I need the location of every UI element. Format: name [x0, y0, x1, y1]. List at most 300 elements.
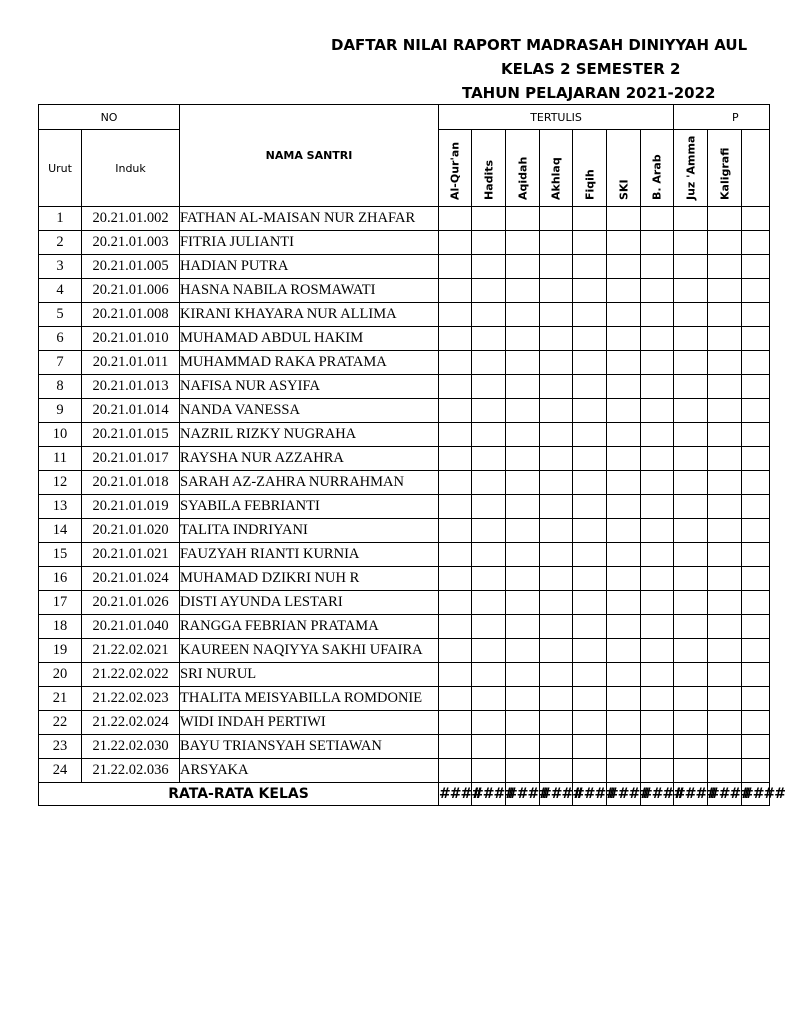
grade-cell[interactable]: [540, 591, 573, 615]
grade-cell[interactable]: [573, 735, 607, 759]
row-induk: 20.21.01.011: [82, 351, 180, 375]
row-urut: 8: [39, 375, 82, 399]
grade-cell[interactable]: [742, 447, 770, 471]
grade-cell[interactable]: [674, 639, 708, 663]
grade-cell[interactable]: [573, 447, 607, 471]
row-induk: 20.21.01.018: [82, 471, 180, 495]
grade-cell[interactable]: [472, 639, 506, 663]
grade-cell[interactable]: [708, 327, 742, 351]
grade-cell[interactable]: [506, 687, 540, 711]
grade-cell[interactable]: [540, 663, 573, 687]
grade-cell[interactable]: [540, 543, 573, 567]
grade-cell[interactable]: [439, 255, 472, 279]
grade-cell[interactable]: [607, 543, 641, 567]
grade-cell[interactable]: [708, 663, 742, 687]
grade-cell[interactable]: [607, 711, 641, 735]
grade-cell[interactable]: [573, 663, 607, 687]
row-nama: FITRIA JULIANTI: [180, 231, 439, 255]
grade-cell[interactable]: [641, 495, 674, 519]
grade-cell[interactable]: [742, 711, 770, 735]
row-induk: 20.21.01.006: [82, 279, 180, 303]
grade-cell[interactable]: [674, 711, 708, 735]
grade-cell[interactable]: [708, 447, 742, 471]
grade-cell[interactable]: [607, 303, 641, 327]
grade-cell[interactable]: [472, 735, 506, 759]
grade-cell[interactable]: [439, 279, 472, 303]
grade-cell[interactable]: [607, 375, 641, 399]
grade-cell[interactable]: [607, 399, 641, 423]
grade-cell[interactable]: [472, 471, 506, 495]
grade-cell[interactable]: [708, 279, 742, 303]
grade-cell[interactable]: [573, 327, 607, 351]
grade-cell[interactable]: [506, 471, 540, 495]
grade-cell[interactable]: [573, 375, 607, 399]
grade-cell[interactable]: [439, 663, 472, 687]
grade-cell[interactable]: [607, 327, 641, 351]
row-nama: ARSYAKA: [180, 759, 439, 783]
grade-cell[interactable]: [506, 279, 540, 303]
grade-cell[interactable]: [439, 735, 472, 759]
grade-cell[interactable]: [540, 303, 573, 327]
report-title: DAFTAR NILAI RAPORT MADRASAH DINIYYAH AUL: [331, 36, 748, 54]
grade-cell[interactable]: [472, 255, 506, 279]
grade-cell[interactable]: [472, 543, 506, 567]
grade-cell[interactable]: [742, 639, 770, 663]
grade-cell[interactable]: [540, 471, 573, 495]
grade-cell[interactable]: [742, 207, 770, 231]
grade-cell[interactable]: [641, 639, 674, 663]
grade-cell[interactable]: [439, 759, 472, 783]
grade-cell[interactable]: [742, 303, 770, 327]
grade-cell[interactable]: [674, 495, 708, 519]
grade-cell[interactable]: [708, 591, 742, 615]
grade-cell[interactable]: [540, 639, 573, 663]
grade-cell[interactable]: [506, 639, 540, 663]
grade-cell[interactable]: [641, 303, 674, 327]
grade-cell[interactable]: [472, 207, 506, 231]
row-induk: 20.21.01.020: [82, 519, 180, 543]
row-nama: BAYU TRIANSYAH SETIAWAN: [180, 735, 439, 759]
grade-cell[interactable]: [472, 591, 506, 615]
grade-cell[interactable]: [573, 591, 607, 615]
grade-cell[interactable]: [439, 327, 472, 351]
table-row: [39, 447, 770, 471]
grade-cell[interactable]: [674, 399, 708, 423]
grade-cell[interactable]: [742, 495, 770, 519]
grade-cell[interactable]: [708, 207, 742, 231]
table-row: [39, 279, 770, 303]
subject-header: Aqidah: [506, 130, 540, 207]
grade-cell[interactable]: [472, 495, 506, 519]
grade-cell[interactable]: [540, 279, 573, 303]
grade-cell[interactable]: [472, 327, 506, 351]
grade-cell[interactable]: [607, 447, 641, 471]
grade-cell[interactable]: [708, 495, 742, 519]
grade-cell[interactable]: [674, 543, 708, 567]
subject-header: Al-Qur'an: [439, 130, 472, 207]
grade-cell[interactable]: [472, 567, 506, 591]
grade-cell[interactable]: [439, 519, 472, 543]
row-urut: 16: [39, 567, 82, 591]
grade-cell[interactable]: [674, 423, 708, 447]
row-induk: 20.21.01.024: [82, 567, 180, 591]
grade-cell[interactable]: [573, 711, 607, 735]
grade-cell[interactable]: [439, 543, 472, 567]
grade-cell[interactable]: [506, 495, 540, 519]
grade-cell[interactable]: [742, 663, 770, 687]
row-induk: 20.21.01.008: [82, 303, 180, 327]
grade-cell[interactable]: [742, 519, 770, 543]
grade-cell[interactable]: [674, 207, 708, 231]
grade-cell[interactable]: [540, 327, 573, 351]
grade-cell[interactable]: [641, 663, 674, 687]
grade-cell[interactable]: [708, 423, 742, 447]
grade-cell[interactable]: [641, 759, 674, 783]
grade-cell[interactable]: [573, 303, 607, 327]
grade-cell[interactable]: [708, 519, 742, 543]
grade-cell[interactable]: [573, 543, 607, 567]
grade-cell[interactable]: [573, 207, 607, 231]
grade-cell[interactable]: [641, 711, 674, 735]
row-urut: 13: [39, 495, 82, 519]
grade-cell[interactable]: [641, 447, 674, 471]
row-induk: 21.22.02.022: [82, 663, 180, 687]
row-nama: THALITA MEISYABILLA ROMDONIE: [180, 687, 439, 711]
average-cell[interactable]: ####: [674, 783, 708, 806]
grade-cell[interactable]: [540, 519, 573, 543]
grade-cell[interactable]: [472, 519, 506, 543]
row-nama: KIRANI KHAYARA NUR ALLIMA: [180, 303, 439, 327]
grade-cell[interactable]: [708, 735, 742, 759]
grade-cell[interactable]: [607, 351, 641, 375]
grade-cell[interactable]: [506, 399, 540, 423]
grade-cell[interactable]: [641, 255, 674, 279]
grade-cell[interactable]: [506, 591, 540, 615]
grade-cell[interactable]: [674, 519, 708, 543]
row-induk: 20.21.01.002: [82, 207, 180, 231]
table-row: [39, 735, 770, 759]
grade-cell[interactable]: [641, 735, 674, 759]
row-nama: KAUREEN NAQIYYA SAKHI UFAIRA: [180, 639, 439, 663]
grade-cell[interactable]: [472, 351, 506, 375]
row-nama: SARAH AZ-ZAHRA NURRAHMAN: [180, 471, 439, 495]
grade-cell[interactable]: [641, 351, 674, 375]
average-cell[interactable]: ####: [506, 783, 540, 806]
grade-cell[interactable]: [674, 735, 708, 759]
grade-cell[interactable]: [607, 423, 641, 447]
grade-cell[interactable]: [708, 615, 742, 639]
grade-cell[interactable]: [641, 423, 674, 447]
grade-cell[interactable]: [573, 351, 607, 375]
table-row: [39, 519, 770, 543]
grade-cell[interactable]: [708, 711, 742, 735]
grade-cell[interactable]: [506, 327, 540, 351]
grade-cell[interactable]: [641, 399, 674, 423]
grade-cell[interactable]: [708, 399, 742, 423]
grade-cell[interactable]: [573, 567, 607, 591]
grade-cell[interactable]: [439, 447, 472, 471]
grade-cell[interactable]: [439, 231, 472, 255]
grade-cell[interactable]: [540, 423, 573, 447]
grade-cell[interactable]: [506, 543, 540, 567]
class-semester: KELAS 2 SEMESTER 2: [501, 60, 681, 78]
grade-cell[interactable]: [472, 303, 506, 327]
row-nama: RANGGA FEBRIAN PRATAMA: [180, 615, 439, 639]
grade-cell[interactable]: [607, 567, 641, 591]
average-cell[interactable]: ####: [742, 783, 770, 806]
grade-cell[interactable]: [540, 231, 573, 255]
grade-cell[interactable]: [573, 471, 607, 495]
grade-cell[interactable]: [641, 543, 674, 567]
grade-cell[interactable]: [708, 231, 742, 255]
grade-cell[interactable]: [439, 399, 472, 423]
grade-cell[interactable]: [439, 639, 472, 663]
grade-cell[interactable]: [641, 327, 674, 351]
grade-cell[interactable]: [506, 303, 540, 327]
row-urut: 11: [39, 447, 82, 471]
grade-cell[interactable]: [742, 327, 770, 351]
grade-cell[interactable]: [607, 519, 641, 543]
grade-cell[interactable]: [708, 255, 742, 279]
grade-cell[interactable]: [439, 495, 472, 519]
table-row: [39, 303, 770, 327]
grade-cell[interactable]: [573, 255, 607, 279]
grade-cell[interactable]: [472, 231, 506, 255]
grade-cell[interactable]: [607, 759, 641, 783]
grade-cell[interactable]: [708, 543, 742, 567]
grade-cell[interactable]: [641, 471, 674, 495]
grade-cell[interactable]: [607, 663, 641, 687]
grade-cell[interactable]: [708, 375, 742, 399]
grade-cell[interactable]: [674, 303, 708, 327]
row-urut: 3: [39, 255, 82, 279]
average-cell[interactable]: ####: [573, 783, 607, 806]
grade-cell[interactable]: [708, 567, 742, 591]
average-cell[interactable]: ####: [708, 783, 742, 806]
grade-cell[interactable]: [607, 687, 641, 711]
grade-cell[interactable]: [540, 255, 573, 279]
grade-cell[interactable]: [573, 615, 607, 639]
grade-cell[interactable]: [742, 735, 770, 759]
grade-cell[interactable]: [540, 207, 573, 231]
grade-cell[interactable]: [439, 351, 472, 375]
grade-cell[interactable]: [708, 639, 742, 663]
grade-cell[interactable]: [641, 375, 674, 399]
grade-cell[interactable]: [708, 351, 742, 375]
subject-header: Juz 'Amma: [674, 130, 708, 207]
grade-cell[interactable]: [506, 447, 540, 471]
grade-cell[interactable]: [742, 543, 770, 567]
row-induk: 20.21.01.017: [82, 447, 180, 471]
grade-cell[interactable]: [540, 399, 573, 423]
grade-cell[interactable]: [472, 663, 506, 687]
average-cell[interactable]: ####: [641, 783, 674, 806]
table-row: [39, 351, 770, 375]
grade-cell[interactable]: [742, 567, 770, 591]
grade-cell[interactable]: [641, 615, 674, 639]
average-cell[interactable]: ####: [439, 783, 472, 806]
grade-cell[interactable]: [607, 615, 641, 639]
grade-cell[interactable]: [540, 711, 573, 735]
grade-cell[interactable]: [641, 567, 674, 591]
grade-cell[interactable]: [573, 639, 607, 663]
grade-cell[interactable]: [506, 759, 540, 783]
grade-cell[interactable]: [540, 495, 573, 519]
grade-cell[interactable]: [540, 351, 573, 375]
grade-cell[interactable]: [439, 207, 472, 231]
grade-cell[interactable]: [506, 615, 540, 639]
grade-cell[interactable]: [506, 231, 540, 255]
grade-cell[interactable]: [742, 255, 770, 279]
grade-cell[interactable]: [742, 375, 770, 399]
grade-cell[interactable]: [708, 687, 742, 711]
grade-cell[interactable]: [439, 591, 472, 615]
grade-cell[interactable]: [439, 615, 472, 639]
grade-cell[interactable]: [506, 663, 540, 687]
row-nama: FATHAN AL-MAISAN NUR ZHAFAR: [180, 207, 439, 231]
grade-cell[interactable]: [674, 447, 708, 471]
grade-cell[interactable]: [472, 711, 506, 735]
grade-cell[interactable]: [472, 687, 506, 711]
grade-cell[interactable]: [540, 567, 573, 591]
grade-cell[interactable]: [573, 423, 607, 447]
row-induk: 21.22.02.023: [82, 687, 180, 711]
grade-cell[interactable]: [573, 519, 607, 543]
row-nama: TALITA INDRIYANI: [180, 519, 439, 543]
grade-cell[interactable]: [641, 231, 674, 255]
grade-cell[interactable]: [607, 591, 641, 615]
grade-cell[interactable]: [540, 759, 573, 783]
row-urut: 6: [39, 327, 82, 351]
header-nama: NAMA SANTRI: [180, 105, 439, 207]
grade-cell[interactable]: [641, 591, 674, 615]
grade-cell[interactable]: [708, 471, 742, 495]
grade-cell[interactable]: [674, 663, 708, 687]
grade-cell[interactable]: [439, 471, 472, 495]
grade-cell[interactable]: [742, 423, 770, 447]
grade-cell[interactable]: [472, 615, 506, 639]
grade-cell[interactable]: [674, 375, 708, 399]
grade-cell[interactable]: [472, 399, 506, 423]
grade-cell[interactable]: [540, 447, 573, 471]
grade-cell[interactable]: [674, 471, 708, 495]
grade-cell[interactable]: [641, 687, 674, 711]
grade-cell[interactable]: [472, 447, 506, 471]
grade-cell[interactable]: [506, 351, 540, 375]
grade-cell[interactable]: [506, 255, 540, 279]
row-nama: NAZRIL RIZKY NUGRAHA: [180, 423, 439, 447]
grade-cell[interactable]: [742, 759, 770, 783]
average-cell[interactable]: ####: [607, 783, 641, 806]
grade-cell[interactable]: [742, 351, 770, 375]
header-urut: Urut: [39, 130, 82, 207]
grade-cell[interactable]: [472, 423, 506, 447]
table-row: [39, 327, 770, 351]
grade-cell[interactable]: [674, 591, 708, 615]
grade-cell[interactable]: [674, 327, 708, 351]
grade-cell[interactable]: [742, 231, 770, 255]
grade-cell[interactable]: [573, 687, 607, 711]
grade-cell[interactable]: [607, 735, 641, 759]
grade-cell[interactable]: [708, 759, 742, 783]
grade-cell[interactable]: [573, 495, 607, 519]
grade-cell[interactable]: [439, 375, 472, 399]
grade-cell[interactable]: [472, 759, 506, 783]
grade-cell[interactable]: [506, 207, 540, 231]
grade-cell[interactable]: [540, 615, 573, 639]
grade-cell[interactable]: [674, 567, 708, 591]
grade-cell[interactable]: [439, 711, 472, 735]
grade-cell[interactable]: [472, 279, 506, 303]
grade-cell[interactable]: [674, 351, 708, 375]
table-row: [39, 207, 770, 231]
table-row: [39, 687, 770, 711]
subject-header: Hadits: [472, 130, 506, 207]
grade-cell[interactable]: [641, 519, 674, 543]
grade-cell[interactable]: [506, 519, 540, 543]
grade-cell[interactable]: [607, 207, 641, 231]
academic-year: TAHUN PELAJARAN 2021-2022: [462, 84, 716, 102]
grade-cell[interactable]: [742, 615, 770, 639]
grade-cell[interactable]: [573, 759, 607, 783]
row-urut: 22: [39, 711, 82, 735]
grade-cell[interactable]: [472, 375, 506, 399]
grade-cell[interactable]: [607, 255, 641, 279]
grade-cell[interactable]: [573, 399, 607, 423]
grade-cell[interactable]: [573, 231, 607, 255]
row-urut: 15: [39, 543, 82, 567]
grade-cell[interactable]: [439, 687, 472, 711]
grade-cell[interactable]: [540, 735, 573, 759]
grade-cell[interactable]: [439, 423, 472, 447]
grade-cell[interactable]: [439, 303, 472, 327]
subject-header: Kaligrafi: [708, 130, 742, 207]
average-cell[interactable]: ####: [472, 783, 506, 806]
grade-cell[interactable]: [607, 639, 641, 663]
grade-cell[interactable]: [674, 255, 708, 279]
row-induk: 21.22.02.024: [82, 711, 180, 735]
grade-cell[interactable]: [742, 471, 770, 495]
grade-cell[interactable]: [742, 687, 770, 711]
grade-cell[interactable]: [742, 591, 770, 615]
grade-cell[interactable]: [607, 279, 641, 303]
grade-cell[interactable]: [742, 279, 770, 303]
grade-cell[interactable]: [506, 375, 540, 399]
grade-cell[interactable]: [607, 495, 641, 519]
grade-cell[interactable]: [641, 279, 674, 303]
grade-cell[interactable]: [708, 303, 742, 327]
grade-cell[interactable]: [742, 399, 770, 423]
grade-cell[interactable]: [674, 615, 708, 639]
grade-cell[interactable]: [674, 759, 708, 783]
grade-cell[interactable]: [506, 423, 540, 447]
grade-cell[interactable]: [439, 567, 472, 591]
grade-cell[interactable]: [540, 375, 573, 399]
grade-cell[interactable]: [674, 231, 708, 255]
average-cell[interactable]: ####: [540, 783, 573, 806]
grade-cell[interactable]: [674, 687, 708, 711]
grade-cell[interactable]: [607, 471, 641, 495]
grade-cell[interactable]: [506, 567, 540, 591]
grade-cell[interactable]: [540, 687, 573, 711]
table-row: [39, 639, 770, 663]
grade-cell[interactable]: [674, 279, 708, 303]
grade-cell[interactable]: [641, 207, 674, 231]
grade-cell[interactable]: [506, 735, 540, 759]
grade-cell[interactable]: [573, 279, 607, 303]
grade-cell[interactable]: [506, 711, 540, 735]
grade-cell[interactable]: [607, 231, 641, 255]
